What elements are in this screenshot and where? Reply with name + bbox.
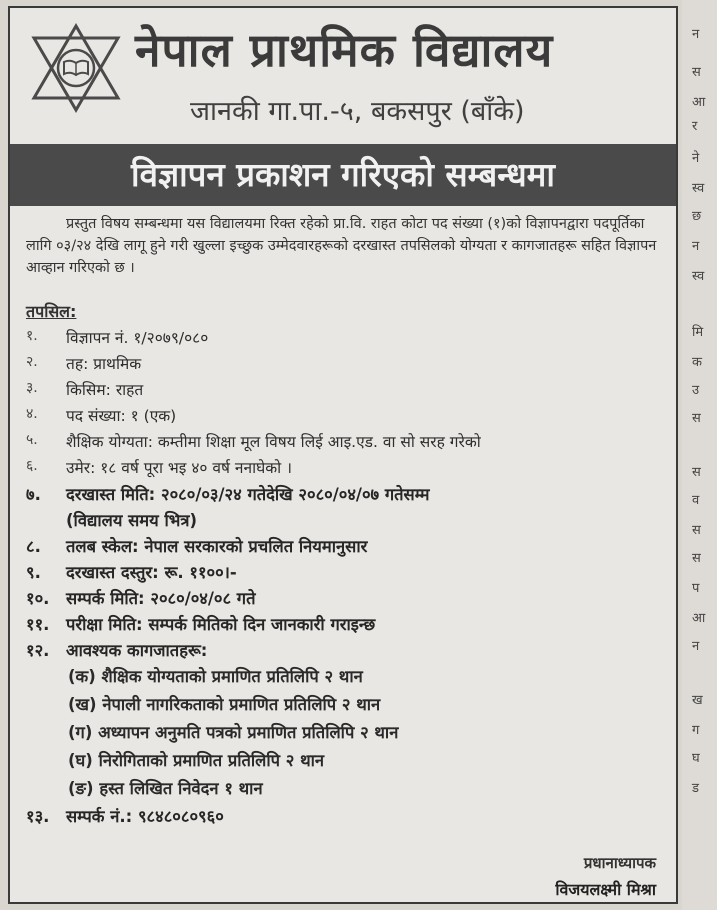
details-list bbox=[26, 326, 676, 830]
list-item: ७. दरखास्त मिति: २०८०/०३/२४ गतेदेखि २०८०/०४/०७ गतेसम्म bbox=[26, 485, 430, 504]
list-item: ८. तलब स्केल: नेपाल सरकारको प्रचलित नियमानुसार bbox=[26, 537, 368, 556]
contact-number-item: १३. सम्पर्क नं.: ९८४८०८०९६० bbox=[26, 807, 224, 826]
list-item: १. विज्ञापन नं. १/२०७९/०८० bbox=[26, 328, 209, 347]
list-item: २. तह: प्राथमिक bbox=[26, 354, 142, 373]
school-name: नेपाल प्राथमिक विद्यालय bbox=[135, 23, 554, 77]
list-item: ५. शैक्षिक योग्यता: कम्तीमा शिक्षा मूल विषय लिई आइ.एड. वा सो सरह गरेको bbox=[26, 432, 481, 451]
list-item: ३. किसिम: राहत bbox=[26, 380, 144, 399]
school-emblem-icon bbox=[28, 22, 124, 114]
school-address: जानकी गा.पा.-५, बकसपुर (बाँके) bbox=[190, 96, 525, 127]
list-item: १०. सम्पर्क मिति: २०८०/०४/०८ गते bbox=[26, 589, 256, 608]
list-item: ९. दरखास्त दस्तुर: रू. ११००।- bbox=[26, 563, 237, 582]
list-item: ६. उमेर: १८ वर्ष पूरा भइ ४० वर्ष ननाघेको । bbox=[26, 458, 292, 477]
document-item: (ख) नेपाली नागरिकताको प्रमाणित प्रतिलिपि २ थान bbox=[68, 695, 381, 714]
advertisement-notice bbox=[8, 6, 678, 904]
list-item: ४. पद संख्या: १ (एक) bbox=[26, 406, 177, 425]
signatory-designation: प्रधानाध्यापक bbox=[583, 854, 656, 872]
intro-paragraph bbox=[26, 213, 671, 279]
document-item: (घ) निरोगिताको प्रमाणित प्रतिलिपि २ थान bbox=[68, 751, 325, 770]
adjacent-column-fragment: न स आ र ने स्व छ न स्व मि क उ स स व स स प आ न ख ग घ ड bbox=[682, 0, 717, 910]
intro-text: प्रस्तुत विषय सम्बन्धमा यस विद्यालयमा रिक्त रहेको प्रा.वि. राहत कोटा पद संख्या (१)को विज्ञापनद्वारा पदपूर्तिका लागि ०३/२४ देखि लागू हुने गरी खुल्ला इच्छुक उम्मेदवारहरूको दरखास्त तपसिलको योग्यता र कागजातहरू सहित विज्ञापन आव्हान गरिएको छ । bbox=[26, 216, 657, 276]
list-item: ११. परीक्षा मिति: सम्पर्क मितिको दिन जानकारी गराइन्छ bbox=[26, 615, 376, 634]
details-heading: तपसिल: bbox=[26, 302, 77, 321]
notice-title-banner: विज्ञापन प्रकाशन गरिएको सम्बन्धमा bbox=[10, 144, 676, 206]
document-item: (क) शैक्षिक योग्यताको प्रमाणित प्रतिलिपि २ थान bbox=[68, 667, 363, 686]
list-item: (विद्यालय समय भित्र) bbox=[66, 511, 198, 530]
signatory-name: विजयलक्ष्मी मिश्रा bbox=[555, 880, 656, 899]
list-item: १२. आवश्यक कागजातहरू: bbox=[26, 641, 208, 660]
document-item: (ग) अध्यापन अनुमति पत्रको प्रमाणित प्रतिलिपि २ थान bbox=[68, 723, 399, 742]
document-item: (ङ) हस्त लिखित निवेदन १ थान bbox=[68, 779, 263, 798]
